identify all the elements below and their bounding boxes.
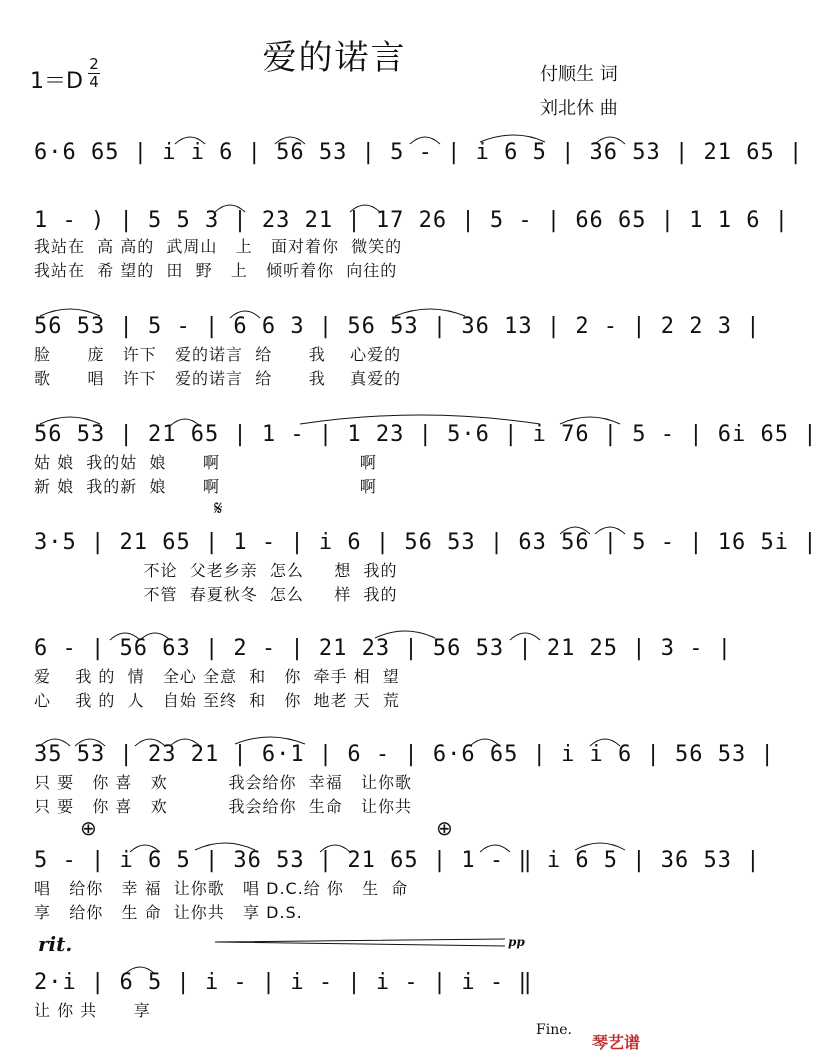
notation-line: 35 53 | 23 21 | 6·1 | 6 - | 6·6 65 | i i 6 | 56 53 |	[34, 742, 775, 767]
notation-line: 5 - | i 6 5 | 36 53 | 21 65 | 1 - ‖ i 6 5 | 36 53 |	[34, 848, 761, 873]
lyrics-verse-2: 新 娘 我的新 娘 啊 啊	[34, 477, 377, 496]
notation-line: 6 - | 56 63 | 2 - | 21 23 | 56 53 | 21 25 | 3 - |	[34, 636, 733, 661]
time-bottom: 4	[89, 73, 99, 91]
time-top: 2	[89, 55, 99, 73]
notation-line: 56 53 | 21 65 | 1 - | 1 23 | 5·6 | i 76 | 5 - | 6i 65 |	[34, 422, 817, 447]
notation-line: 56 53 | 5 - | 6 6 3 | 56 53 | 36 13 | 2 - | 2 2 3 |	[34, 314, 761, 339]
watermark-logo: 琴艺谱	[592, 1033, 641, 1052]
credits	[540, 58, 618, 126]
decrescendo-hairpin	[215, 938, 510, 952]
key-signature: 1＝D	[30, 69, 83, 94]
notation-line: 2·i | 6 5 | i - | i - | i - | i - ‖	[34, 970, 533, 995]
lyrics-verse-2: 享 给你 生 命 让你共 享 D.S.	[34, 903, 303, 922]
lyrics-verse-2: 不管 春夏秋冬 怎么 样 我的	[34, 585, 398, 604]
lyrics-verse-1: 姑 娘 我的姑 娘 啊 啊	[34, 453, 377, 472]
lyrics-verse-2: 只 要 你 喜 欢 我会给你 生命 让你共	[34, 797, 412, 816]
lyrics-verse-2: 心 我 的 人 自始 至终 和 你 地老 天 荒	[34, 691, 400, 710]
ritardando-marking: rit.	[38, 932, 73, 956]
lyrics-verse-1: 只 要 你 喜 欢 我会给你 幸福 让你歌	[34, 773, 412, 792]
coda-icon: ⊕	[436, 816, 453, 840]
segno-icon: 𝄋	[214, 496, 223, 520]
notation-line: 6·6 65 | i i 6 | 56 53 | 5 - | i 6 5 | 36 53 | 21 65 |	[34, 140, 804, 165]
time-signature	[88, 56, 100, 91]
lyricist: 付顺生 词	[540, 64, 618, 85]
dynamic-pp: pp	[508, 935, 525, 949]
composer: 刘北休 曲	[540, 98, 618, 119]
notation-line: 1 - ) | 5 5 3 | 23 21 | 17 26 | 5 - | 66 65 | 1 1 6 |	[34, 208, 789, 233]
page-title: 爱的诺言	[262, 38, 407, 78]
notation-line: 3·5 | 21 65 | 1 - | i 6 | 56 53 | 63 56 | 5 - | 16 5i |	[34, 530, 817, 555]
coda-icon: ⊕	[80, 816, 97, 840]
lyrics-verse-1: 脸 庞 许下 爱的诺言 给 我 心爱的	[34, 345, 402, 364]
lyrics-verse-1: 让 你 共 享	[34, 1001, 151, 1020]
lyrics-verse-1: 爱 我 的 情 全心 全意 和 你 牵手 相 望	[34, 667, 400, 686]
lyrics-verse-1: 我站在 高 高的 武周山 上 面对着你 微笑的	[34, 237, 403, 256]
lyrics-verse-1: 唱 给你 幸 福 让你歌 唱 D.C.给 你 生 命	[34, 879, 409, 898]
lyrics-verse-2: 我站在 希 望的 田 野 上 倾听着你 向往的	[34, 261, 398, 280]
lyrics-verse-1: 不论 父老乡亲 怎么 想 我的	[34, 561, 398, 580]
fine-marking: Fine.	[536, 1022, 572, 1038]
lyrics-verse-2: 歌 唱 许下 爱的诺言 给 我 真爱的	[34, 369, 402, 388]
